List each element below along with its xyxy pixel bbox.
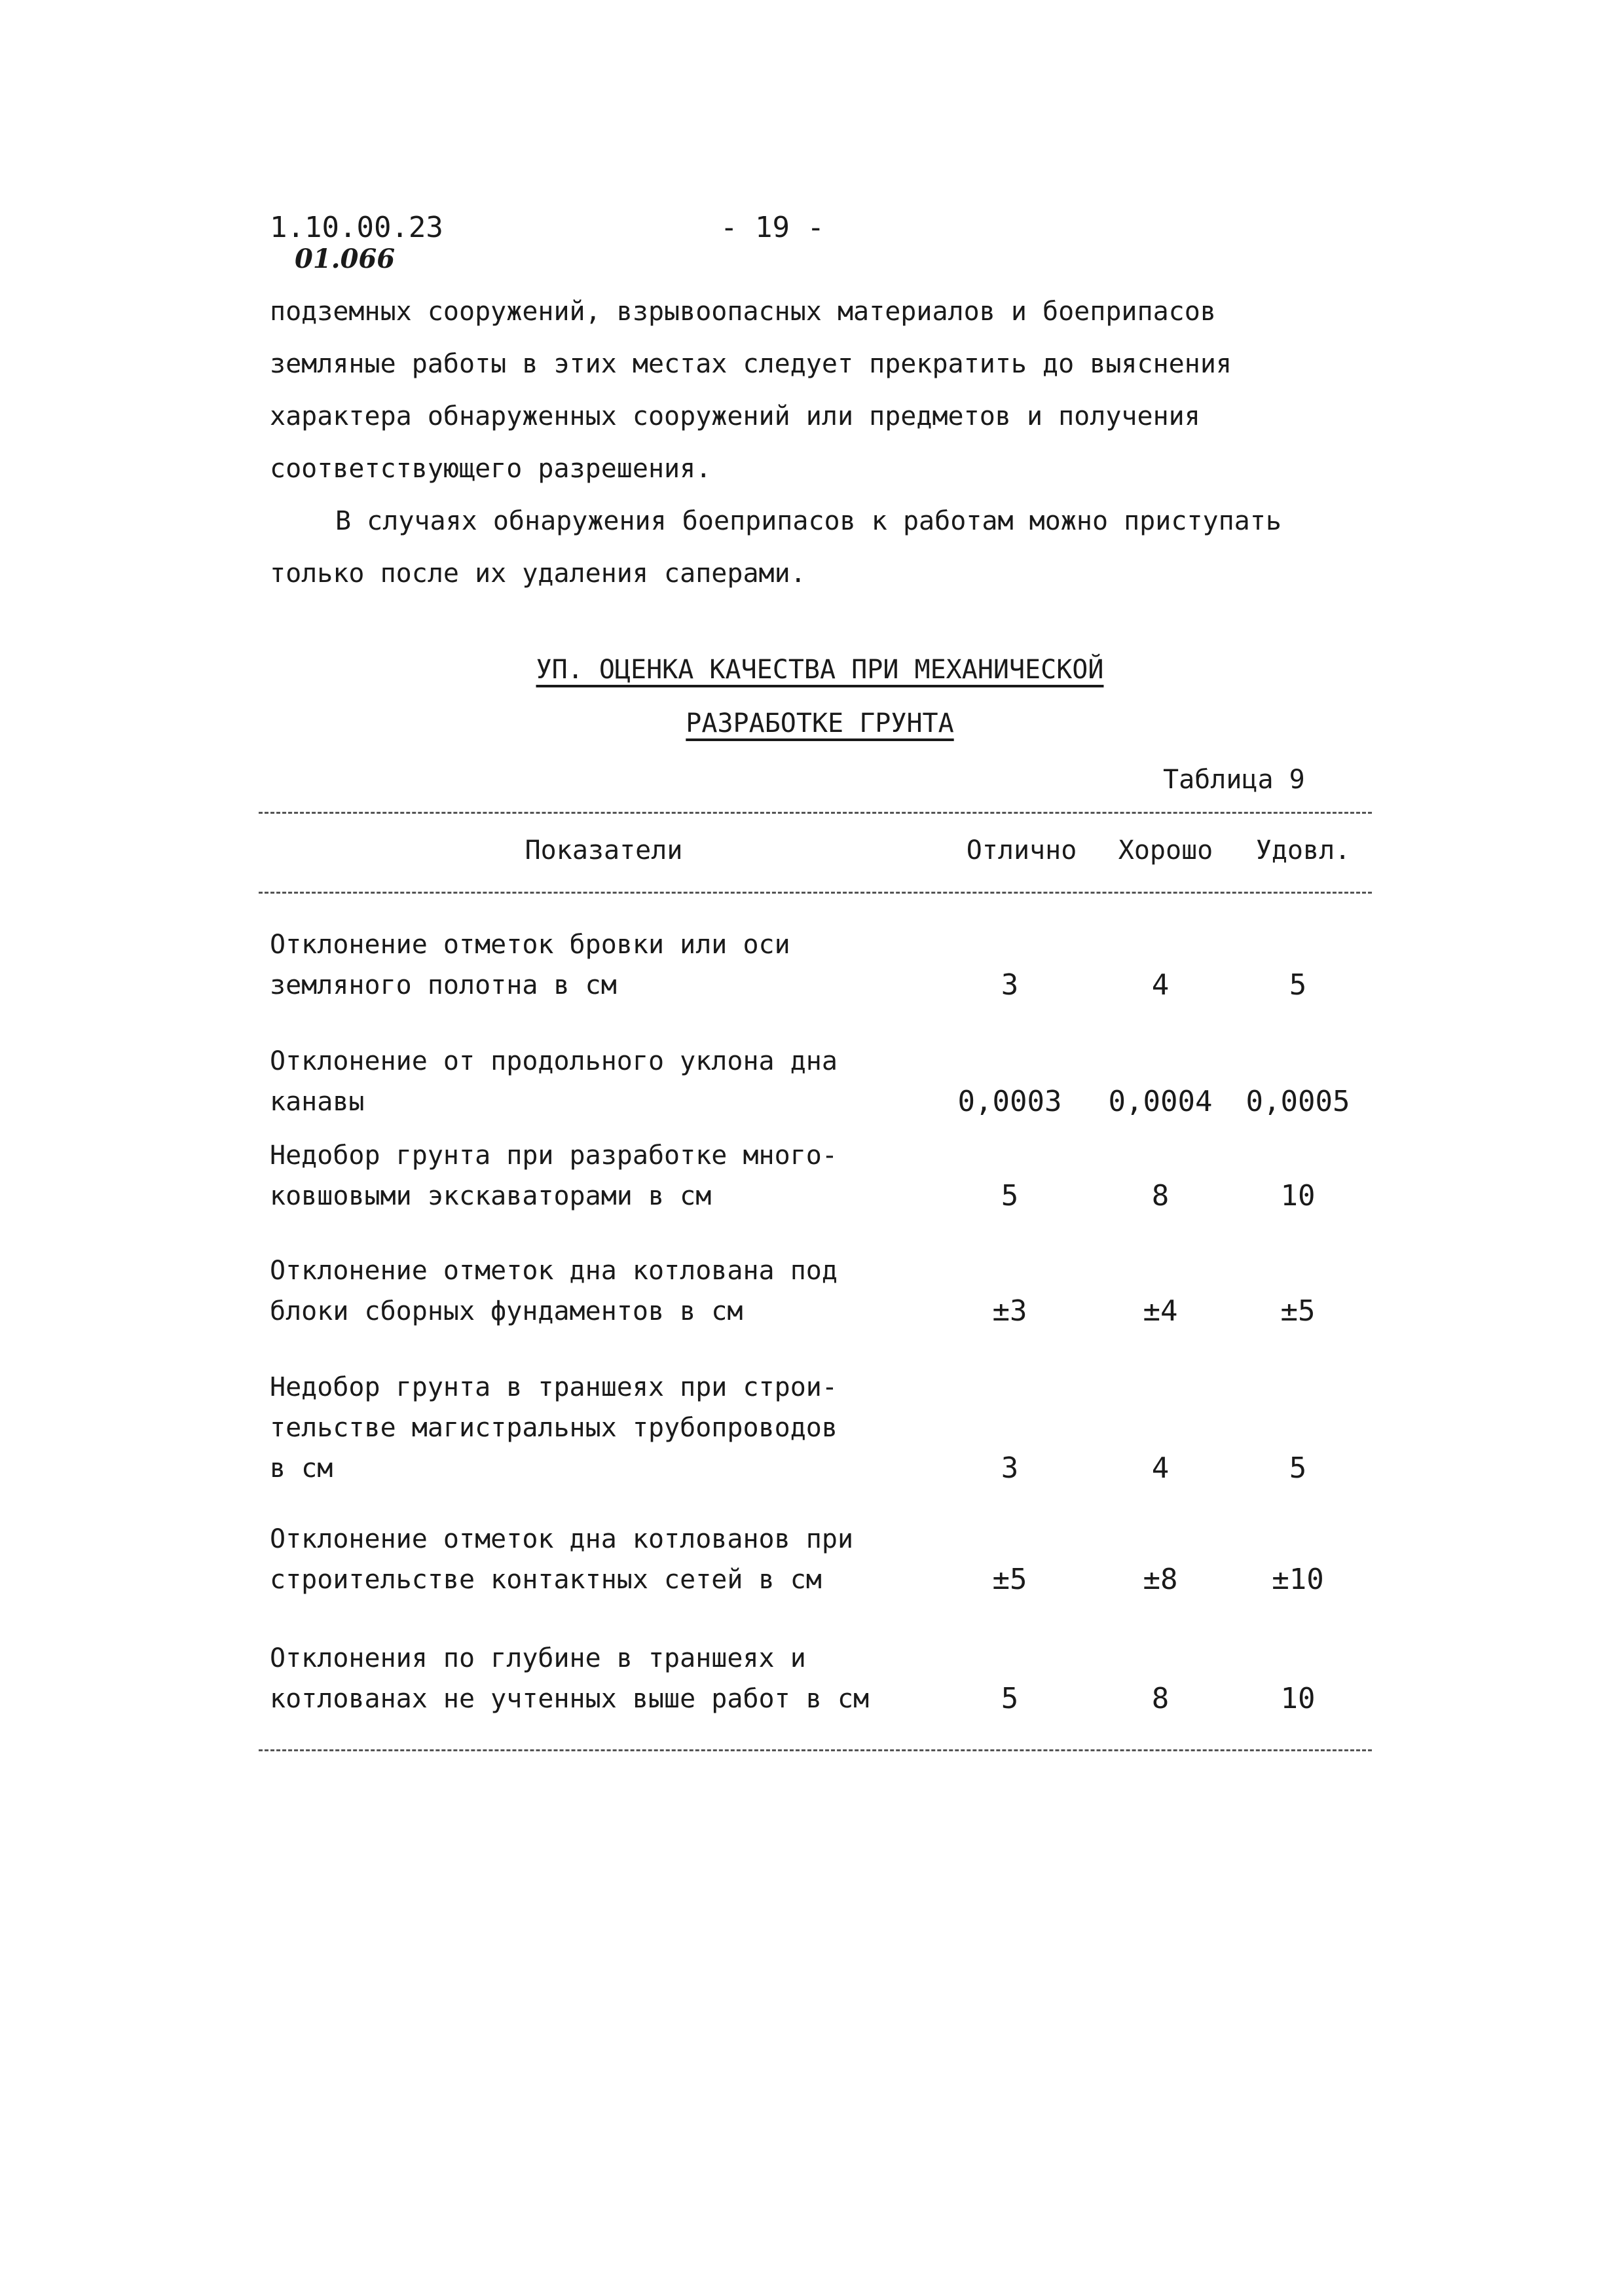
table-label: Таблица 9 [1163, 765, 1305, 795]
value-satisfactory: 0,0005 [1246, 1085, 1350, 1118]
intro-line: В случаях обнаружения боеприпасов к работам можно приступать [335, 506, 1282, 536]
value-satisfactory: 10 [1280, 1682, 1316, 1715]
intro-line: земляные работы в этих местах следует прекратить до выяснения [270, 349, 1232, 379]
section-title-line-2: РАЗРАБОТКЕ ГРУНТА [686, 708, 954, 738]
row-description: Отклонение от продольного уклона дна канавы [270, 1046, 838, 1117]
value-excellent: ±5 [992, 1563, 1027, 1596]
value-excellent: 3 [1001, 1451, 1019, 1485]
table-bottom-rule [259, 1749, 1372, 1751]
table-top-rule [259, 812, 1372, 814]
value-excellent: 5 [1001, 1179, 1019, 1212]
row-description: Недобор грунта в траншеях при строи- тельстве магистральных трубопроводов в см [270, 1372, 838, 1484]
row-description: Отклонение отметок дна котлованов при строительстве контактных сетей в см [270, 1524, 854, 1595]
header-satisfactory: Удовл. [1255, 835, 1351, 866]
table-header-rule [259, 892, 1372, 894]
header-good: Хорошо [1118, 835, 1213, 866]
row-description: Отклонение отметок дна котлована под блоки сборных фундаментов в см [270, 1256, 838, 1326]
value-satisfactory: 5 [1289, 1451, 1307, 1485]
value-good: 0,0004 [1108, 1085, 1213, 1118]
value-good: 8 [1151, 1179, 1170, 1212]
value-excellent: 5 [1001, 1682, 1019, 1715]
value-satisfactory: 10 [1280, 1179, 1316, 1212]
intro-line: соответствующего разрешения. [270, 454, 712, 484]
intro-line: подземных сооружений, взрывоопасных материалов и боеприпасов [270, 297, 1216, 327]
intro-line: характера обнаруженных сооружений или предметов и получения [270, 401, 1200, 431]
row-description: Недобор грунта при разработке много- ковшовыми экскаваторами в см [270, 1140, 838, 1211]
value-good: 8 [1151, 1682, 1170, 1715]
row-description: Отклонения по глубине в траншеях и котлованах не учтенных выше работ в см [270, 1643, 870, 1714]
value-excellent: 3 [1001, 968, 1019, 1002]
intro-line: только после их удаления саперами. [270, 558, 806, 589]
document-code: 1.10.00.23 [270, 211, 443, 244]
value-satisfactory: 5 [1289, 968, 1307, 1002]
header-excellent: Отлично [966, 835, 1077, 866]
handwritten-note: 01.066 [295, 244, 396, 274]
section-title-line-1: УП. ОЦЕНКА КАЧЕСТВА ПРИ МЕХАНИЧЕСКОЙ [536, 655, 1104, 685]
value-good: 4 [1151, 968, 1170, 1002]
value-excellent: 0,0003 [957, 1085, 1062, 1118]
header-indicator: Показатели [525, 835, 683, 866]
value-good: 4 [1151, 1451, 1170, 1485]
value-excellent: ±3 [992, 1294, 1027, 1328]
value-good: ±8 [1143, 1563, 1178, 1596]
value-satisfactory: ±5 [1280, 1294, 1316, 1328]
row-description: Отклонение отметок бровки или оси земляного полотна в см [270, 930, 790, 1000]
value-satisfactory: ±10 [1272, 1563, 1324, 1596]
intro-paragraphs [270, 285, 1370, 600]
value-good: ±4 [1143, 1294, 1178, 1328]
page-number: - 19 - [720, 211, 824, 244]
